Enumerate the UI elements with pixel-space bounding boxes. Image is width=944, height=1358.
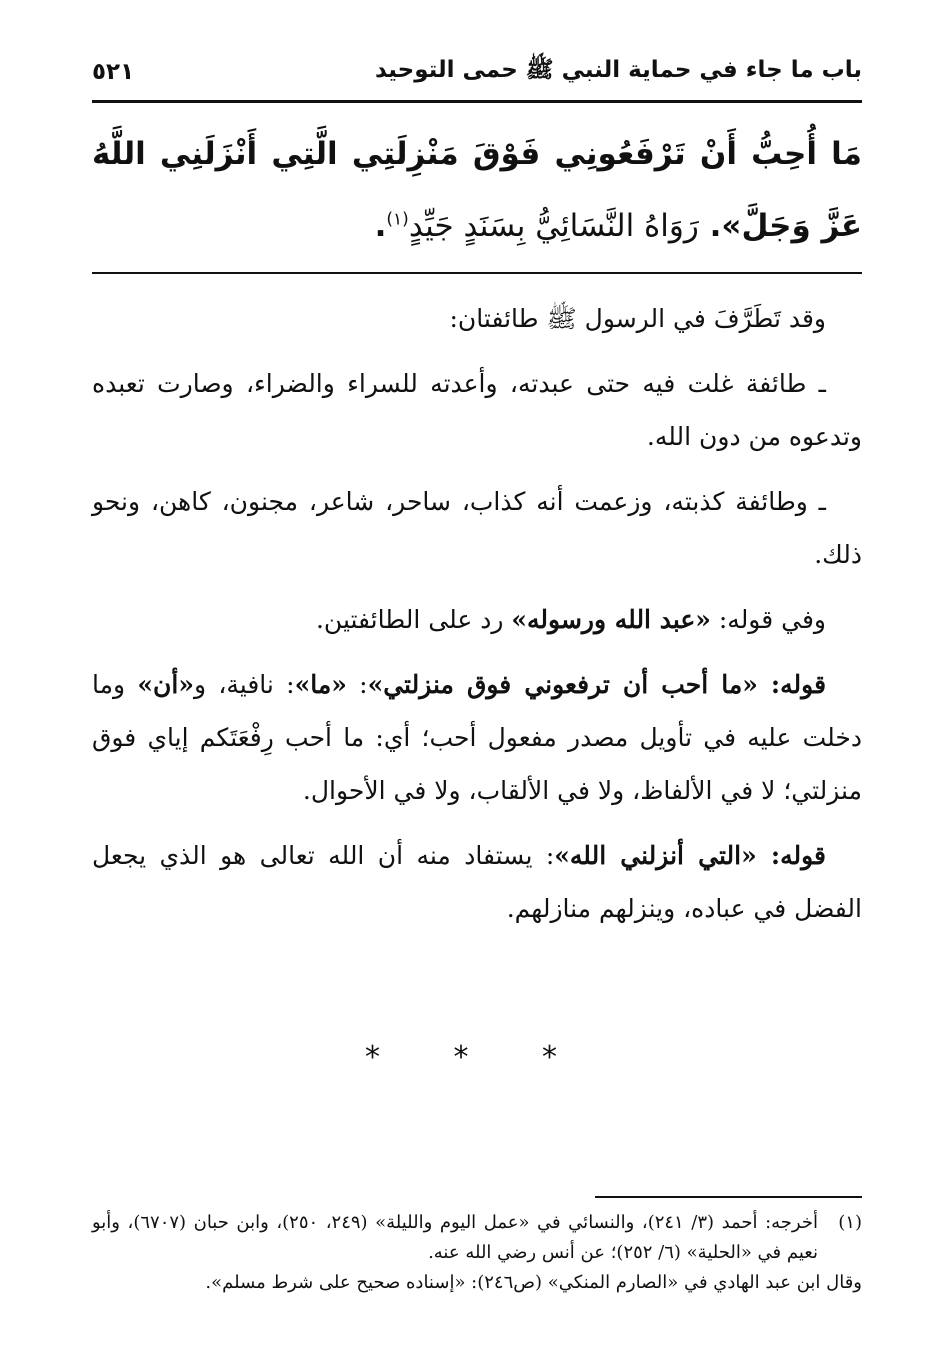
chapter-title: باب ما جاء في حماية النبي ﷺ حمى التوحيد [374, 57, 862, 83]
qawluh-two-rest: : يستفاد منه أن الله تعالى هو الذي يجعل الفضل في عباده، وينزلهم منازلهم. [92, 841, 862, 923]
hadith-quote: مَا أُحِبُّ أَنْ تَرْفَعُونِي فَوْقَ مَنْزِلَتِي الَّتِي أَنْزَلَنِي اللَّهُ عَزَّ وَجَلَّ». [92, 136, 862, 244]
refutation-tail: رد على الطائفتين. [315, 605, 512, 634]
header-rule [92, 100, 862, 103]
commentary-qawluh-one [92, 658, 862, 817]
footnotes [92, 1208, 862, 1298]
commentary [92, 292, 862, 947]
section-separator: * * * [364, 1040, 590, 1075]
footnote-text: أخرجه: أحمد (٣/ ٢٤١)، والنسائي في «عمل اليوم والليلة» (٢٤٩، ٢٥٠)، وابن حبان (٦٧٠٧)، وأبو نعيم في «الحلية» (٦/ ٢٥٢)؛ عن أنس رضي الله عنه. [92, 1212, 818, 1263]
section-rule [92, 272, 862, 274]
commentary-group-one: ـ طائفة غلت فيه حتى عبدته، وأعدته للسراء والضراء، وصارت تعبده وتدعوه من دون الله. [92, 369, 862, 451]
qawluh-two-quote: «التي أنزلني الله» [554, 841, 771, 870]
footnote-continuation: وقال ابن عبد الهادي في «الصارم المنكي» (ص٢٤٦): «إسناده صحيح على شرط مسلم». [205, 1272, 862, 1293]
hadith-end-mark: . [374, 208, 387, 244]
qawluh-one-quote: «ما أحب أن ترفعوني فوق منزلتي» [367, 670, 771, 699]
running-header [92, 48, 862, 96]
refutation-quote: «عبد الله ورسوله» [511, 605, 711, 634]
footnote-item [92, 1208, 862, 1268]
refutation-lead: وفي قوله: [710, 605, 826, 634]
commentary-refutation [92, 593, 862, 646]
qawluh-one-ma: «ما» [294, 670, 347, 699]
qawluh-one-mid: : نافية، و [193, 670, 295, 699]
commentary-qawluh-two [92, 829, 862, 935]
qawluh-label: قوله: [770, 841, 826, 870]
footnote-rule [595, 1196, 862, 1198]
page-number: ٥٢١ [92, 59, 135, 85]
commentary-group-two: ـ وطائفة كذبته، وزعمت أنه كذاب، ساحر، شاعر، مجنون، كاهن، ونحو ذلك. [92, 487, 862, 569]
footnote-marker[interactable]: (١) [386, 209, 409, 230]
qawluh-label: قوله: [770, 670, 827, 699]
qawluh-one-an: «أن» [137, 670, 194, 699]
qawluh-one-rest: وما دخلت عليه في تأويل مصدر مفعول أحب؛ أي: ما أحب رِفْعَتَكم إياي فوق منزلتي؛ لا في الألفاظ، ولا في الألقاب، ولا في الأحوال. [92, 670, 862, 805]
footnote-number: (١) [838, 1212, 862, 1233]
qawluh-one-colon: : [346, 670, 368, 699]
hadith-text [92, 118, 862, 262]
hadith-narration: رَوَاهُ النَّسَائِيُّ بِسَنَدٍ جَيِّدٍ [408, 208, 699, 244]
commentary-intro: وقد تَطَرَّفَ في الرسول ﷺ طائفتان: [449, 304, 826, 333]
